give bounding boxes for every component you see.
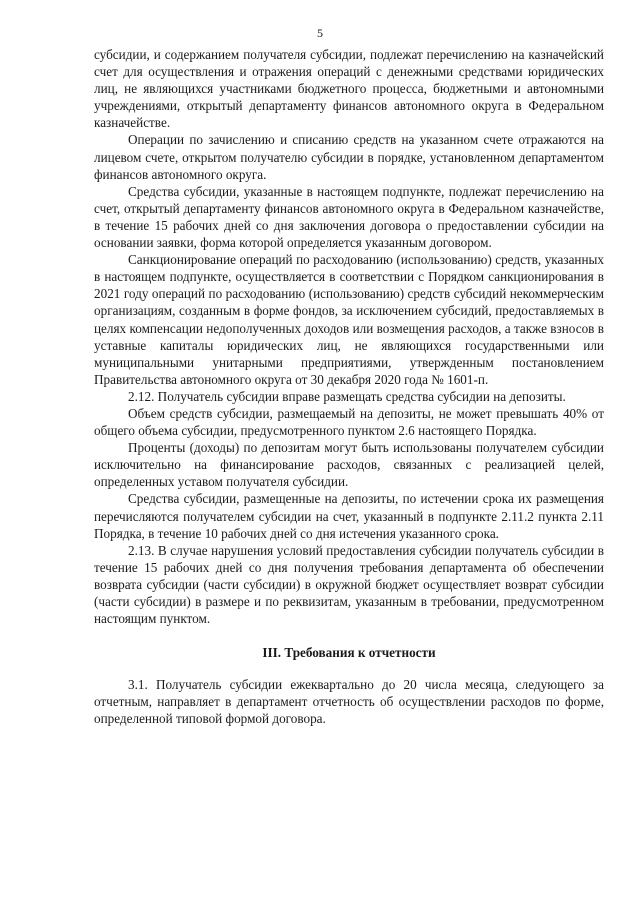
clause-3-1: 3.1. Получатель субсидии ежеквартально до 20 числа месяца, следующего за отчетным, направляет в департамент отчетность об осуществлении расходов по форме, определенной типовой формой договора. — [94, 677, 604, 727]
clause-2-12: 2.12. Получатель субсидии вправе размещать средства субсидии на депозиты. — [128, 388, 566, 404]
paragraph-sanctioning: Санкционирование операций по расходованию (использованию) средств, указанных в настоящем подпункте, осуществляется в соответствии с Порядком санкционирования в 2021 году операций по расходованию (использованию) средств субсидий некоммерческим организациям, созданным в форме фондов, за исключением субсидий, предоставляемых в целях компенсации недополученных доходов или возмещения расходов, а также взносов в уставные капиталы юридических лиц, не являющихся государственными или муниципальными унитарными предприятиями, утвержденным постановлением Правительства автономного округа от 30 декабря 2020 года № 1601-п. — [94, 252, 604, 387]
paragraph-deposit-limit: Объем средств субсидии, размещаемый на депозиты, не может превышать 40% от общего объема субсидии, предусмотренного пунктом 2.6 настоящего Порядка. — [94, 405, 604, 439]
paragraph-transfer-terms: Средства субсидии, указанные в настоящем подпункте, подлежат перечислению на счет, открытый департаменту финансов автономного округа в Федеральном казначействе, в течение 15 рабочих дней со дня заключения договора о предоставлении субсидии на основании заявки, форма которой определяется указанным договором. — [94, 183, 604, 251]
paragraph-continuation: субсидии, и содержанием получателя субсидии, подлежат перечислению на казначейский счет для осуществления и отражения операций с денежными средствами юридических лиц, не являющихся участниками бюджетного процесса, бюджетными и автономными учреждениями, открытый департаменту финансов автономного округа в Федеральном казначействе. — [94, 47, 604, 131]
clause-2-13: 2.13. В случае нарушения условий предоставления субсидии получатель субсидии в течение 15 рабочих дней со дня получения требования департамента об обеспечении возврата субсидии (части субсидии) в окружной бюджет осуществляет возврат субсидии (части субсидии) в размере и по реквизитам, указанным в требовании, предусмотренном настоящим пунктом. — [94, 542, 604, 627]
page-number: 5 — [317, 26, 323, 40]
section-title: III. Требования к отчетности — [262, 645, 436, 661]
paragraph-deposit-return: Средства субсидии, размещенные на депозиты, по истечении срока их размещения перечисляются получателем субсидии на счет, указанный в подпункте 2.11.2 пункта 2.11 Порядка, в течение 10 рабочих дней со дня истечения указанного срока. — [94, 491, 604, 541]
document-body — [94, 46, 604, 728]
paragraph-deposit-interest: Проценты (доходы) по депозитам могут быть использованы получателем субсидии исключительно на финансирование расходов, связанных с реализацией целей, определенных уставом получателя субсидии. — [94, 440, 604, 490]
paragraph-account-operations: Операции по зачислению и списанию средств на указанном счете отражаются на лицевом счете, открытом получателю субсидии в порядке, установленном департаментом финансов автономного округа. — [94, 132, 604, 182]
